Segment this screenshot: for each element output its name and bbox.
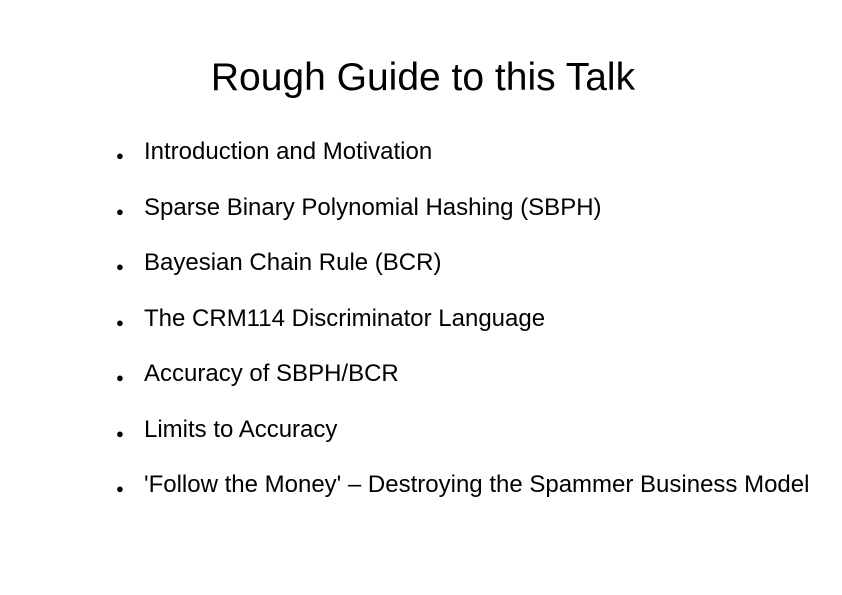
bullet-point-icon: ● (116, 314, 124, 330)
bullet-point-icon: ● (116, 370, 124, 385)
bullet-point-icon: ● (116, 259, 124, 274)
bullet-item (116, 471, 816, 499)
bullet-point-icon: ● (116, 148, 124, 163)
bullet-list (116, 138, 816, 527)
bullet-item (116, 360, 816, 388)
bullet-point-icon: ● (116, 481, 124, 496)
bullet-text: Introduction and Motivation (144, 138, 433, 165)
bullet-point-icon: ● (116, 203, 124, 219)
bullet-item (116, 194, 816, 222)
bullet-text: The CRM114 Discriminator Language (144, 304, 546, 332)
bullet-text: Limits to Accuracy (144, 415, 338, 443)
bullet-item (116, 305, 816, 333)
bullet-text: Bayesian Chain Rule (BCR) (144, 249, 442, 276)
slide-title: Rough Guide to this Talk (210, 56, 636, 99)
bullet-point-icon: ● (116, 425, 124, 441)
bullet-text: 'Follow the Money' – Destroying the Spammer Business Model (144, 471, 810, 498)
bullet-text: Accuracy of SBPH/BCR (144, 360, 399, 387)
bullet-text: Sparse Binary Polynomial Hashing (SBPH) (144, 193, 602, 221)
bullet-item (116, 416, 816, 444)
bullet-item (116, 138, 816, 166)
bullet-item (116, 249, 816, 277)
